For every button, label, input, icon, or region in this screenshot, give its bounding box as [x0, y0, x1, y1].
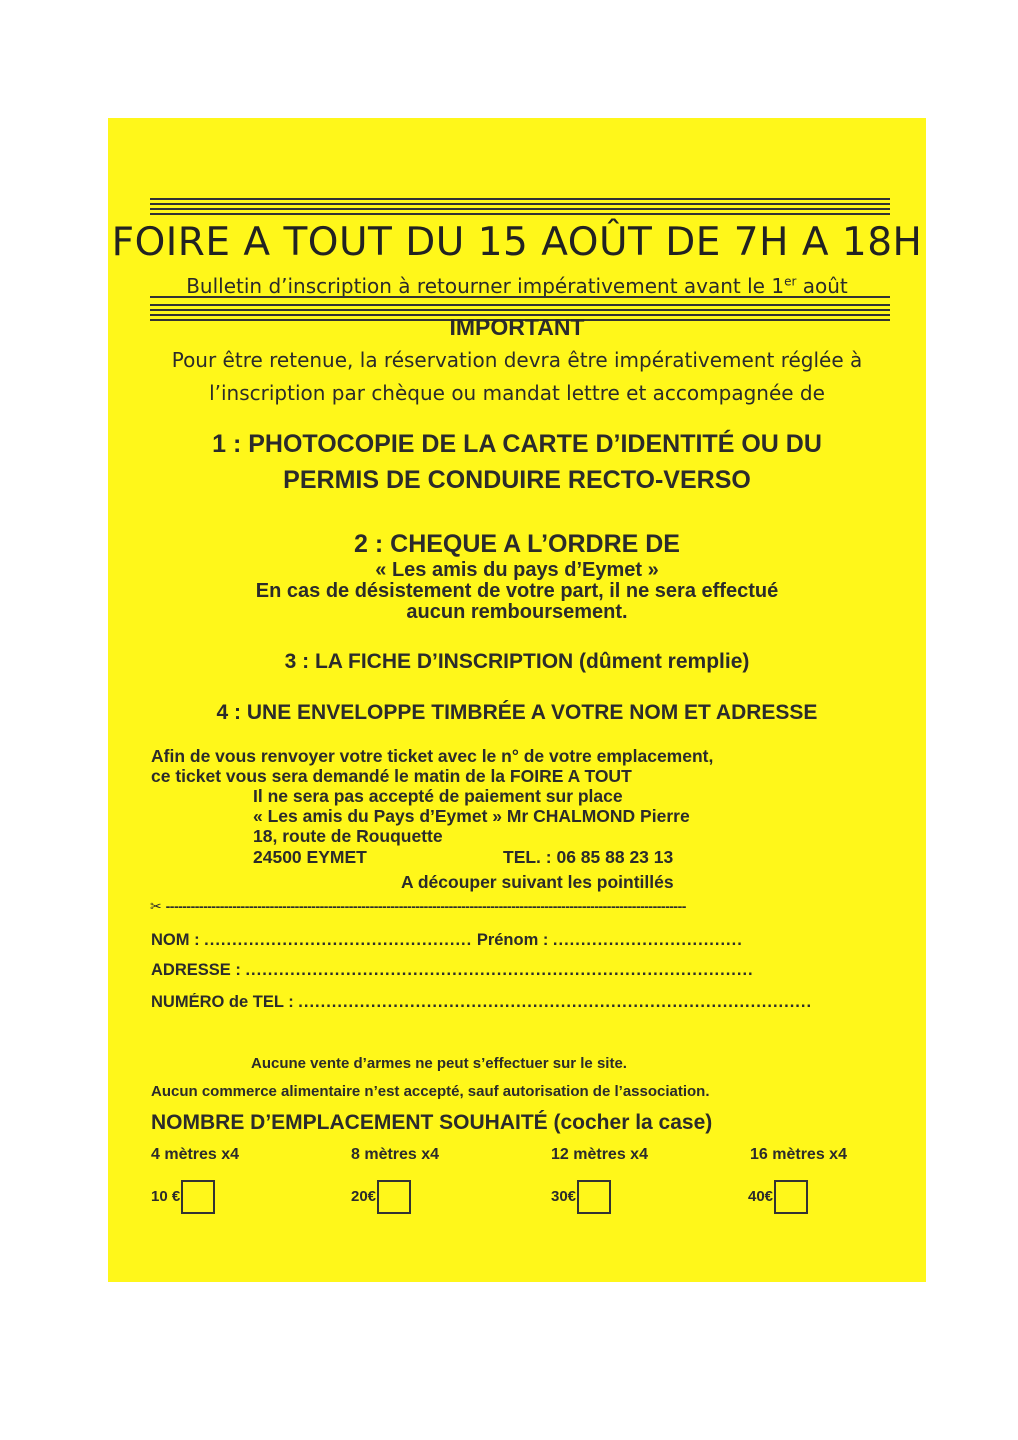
item-2-note-2: aucun remboursement.: [406, 601, 628, 623]
option-checkbox-1[interactable]: [181, 1180, 215, 1214]
prenom-field[interactable]: ..................................: [552, 931, 743, 949]
nom-field[interactable]: ................................................: [204, 931, 473, 949]
no-weapons-note: Aucune vente d’armes ne peut s’effectuer sur le site.: [251, 1055, 627, 1072]
option-3: [551, 1180, 611, 1214]
option-1: [151, 1180, 215, 1214]
option-price-4: 40€: [748, 1187, 774, 1205]
option-price-2: 20€: [351, 1187, 377, 1205]
item-2-note-1: En cas de désistement de votre part, il ne sera effectué: [255, 580, 779, 602]
spaces-heading: NOMBRE D’EMPLACEMENT SOUHAITÉ (cocher la case): [151, 1111, 713, 1134]
info-line-2: ce ticket vous sera demandé le matin de la FOIRE A TOUT: [151, 766, 632, 786]
option-size-3: 12 mètres x4: [551, 1146, 648, 1163]
top-double-rule: [150, 198, 890, 218]
cut-line: [150, 898, 890, 915]
option-checkbox-4[interactable]: [774, 1180, 808, 1214]
important-line-2: l’inscription par chèque ou mandat lettre et accompagnée de: [209, 381, 825, 405]
adresse-field[interactable]: ...........................................................................................: [245, 961, 754, 979]
option-checkbox-2[interactable]: [377, 1180, 411, 1214]
tel-label: NUMÉRO de TEL :: [151, 993, 294, 1011]
cut-instruction: A découper suivant les pointillés: [401, 872, 674, 892]
important-line-1: Pour être retenue, la réservation devra être impérativement réglée à: [171, 348, 863, 372]
tel-row: [151, 993, 891, 1012]
nom-row: [151, 931, 743, 950]
info-tel: TEL. : 06 85 88 23 13: [503, 847, 674, 867]
info-city: 24500 EYMET: [253, 847, 367, 867]
item-2-heading: 2 : CHEQUE A L’ORDRE DE: [354, 530, 680, 558]
item-1-line-1: 1 : PHOTOCOPIE DE LA CARTE D’IDENTITÉ OU DU: [212, 430, 822, 458]
dashed-line: -----------------------------------------------------------------------------------------------------------------------------: [165, 898, 686, 914]
flyer-sheet: [108, 118, 926, 1282]
option-price-1: 10 €: [151, 1187, 181, 1205]
prenom-label: Prénom :: [476, 931, 549, 949]
option-4: [748, 1180, 808, 1214]
option-price-3: 30€: [551, 1187, 577, 1205]
nom-label: NOM :: [151, 931, 200, 949]
tel-field[interactable]: ............................................................................................: [298, 993, 813, 1011]
info-line-3: Il ne sera pas accepté de paiement sur place: [253, 786, 623, 806]
page-title: FOIRE A TOUT DU 15 AOÛT DE 7H A 18H: [111, 220, 923, 265]
option-size-2: 8 mètres x4: [351, 1146, 440, 1163]
adresse-row: [151, 961, 754, 980]
subtitle-underline: [150, 296, 890, 301]
option-checkbox-3[interactable]: [577, 1180, 611, 1214]
adresse-label: ADRESSE :: [151, 961, 241, 979]
option-2: [351, 1180, 411, 1214]
no-food-note: Aucun commerce alimentaire n’est accepté, sauf autorisation de l’association.: [151, 1083, 710, 1100]
subtitle: Bulletin d’inscription à retourner impérativement avant le 1er août: [186, 274, 848, 298]
important-heading: IMPORTANT: [449, 314, 585, 340]
scissors-icon: ✂: [150, 898, 162, 914]
option-size-1: 4 mètres x4: [151, 1146, 240, 1163]
item-4: 4 : UNE ENVELOPPE TIMBRÉE A VOTRE NOM ET ADRESSE: [216, 701, 818, 724]
item-3: 3 : LA FICHE D’INSCRIPTION (dûment remplie): [284, 650, 750, 673]
info-line-5: 18, route de Rouquette: [253, 826, 443, 846]
info-line-1: Afin de vous renvoyer votre ticket avec le n° de votre emplacement,: [151, 746, 714, 766]
item-1-line-2: PERMIS DE CONDUIRE RECTO-VERSO: [283, 466, 751, 494]
option-size-4: 16 mètres x4: [750, 1146, 847, 1163]
info-line-4: « Les amis du Pays d’Eymet » Mr CHALMOND Pierre: [253, 806, 690, 826]
item-2-payee: « Les amis du pays d’Eymet »: [375, 559, 659, 581]
